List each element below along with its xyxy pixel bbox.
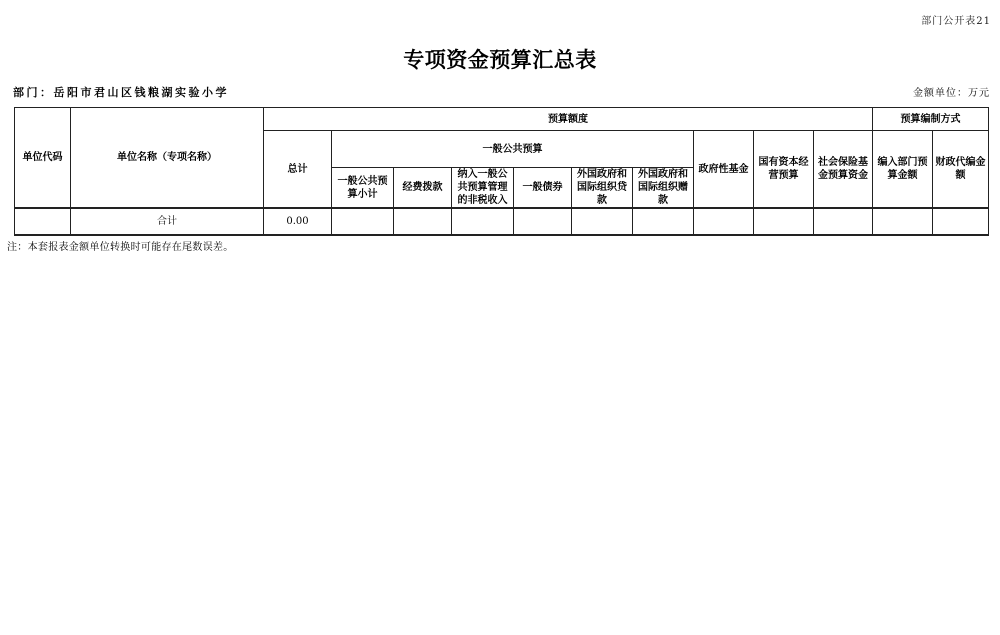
total-row bbox=[15, 208, 989, 235]
cell-fiscal-agency-amount bbox=[933, 208, 989, 235]
col-header-budget-method: 预算编制方式 bbox=[873, 108, 989, 131]
col-header-total: 总计 bbox=[264, 131, 332, 209]
col-header-nontax-income: 纳入一般公共预算管理的非税收入 bbox=[452, 168, 514, 209]
cell-gov-fund bbox=[694, 208, 754, 235]
cell-state-capital bbox=[754, 208, 814, 235]
col-header-foreign-loans: 外国政府和国际组织贷款 bbox=[572, 168, 633, 209]
cell-social-insurance bbox=[814, 208, 873, 235]
cell-nontax-income bbox=[452, 208, 514, 235]
cell-foreign-grants bbox=[633, 208, 694, 235]
meta-row bbox=[13, 84, 990, 100]
cell-foreign-loans bbox=[572, 208, 633, 235]
col-header-social-insurance: 社会保险基金预算资金 bbox=[814, 131, 873, 209]
doc-sheet-label: 部门公开表21 bbox=[921, 16, 991, 27]
col-header-dept-budget-amount: 编入部门预算金额 bbox=[873, 131, 933, 209]
col-header-fiscal-agency-amount: 财政代编金额 bbox=[933, 131, 989, 209]
col-header-appropriation: 经费拨款 bbox=[394, 168, 452, 209]
cell-unit-code bbox=[15, 208, 71, 235]
col-header-gpb-subtotal: 一般公共预算小计 bbox=[332, 168, 394, 209]
col-header-foreign-grants: 外国政府和国际组织赠款 bbox=[633, 168, 694, 209]
cell-dept-budget-amount bbox=[873, 208, 933, 235]
col-header-state-capital: 国有资本经营预算 bbox=[754, 131, 814, 209]
budget-summary-table bbox=[14, 107, 989, 236]
cell-general-bonds bbox=[514, 208, 572, 235]
col-header-general-public-budget: 一般公共预算 bbox=[332, 131, 694, 168]
footnote: 注：本套报表金额单位转换时可能存在尾数误差。 bbox=[7, 242, 234, 253]
cell-unit-name: 合计 bbox=[71, 208, 264, 235]
amount-unit-label: 金额单位：万元 bbox=[913, 88, 990, 99]
col-header-budget-quota: 预算额度 bbox=[264, 108, 873, 131]
cell-gpb-subtotal bbox=[332, 208, 394, 235]
col-header-unit-code: 单位代码 bbox=[15, 108, 71, 209]
cell-appropriation bbox=[394, 208, 452, 235]
col-header-general-bonds: 一般债券 bbox=[514, 168, 572, 209]
col-header-gov-fund: 政府性基金 bbox=[694, 131, 754, 209]
col-header-unit-name: 单位名称（专项名称） bbox=[71, 108, 264, 209]
header-row-1 bbox=[15, 108, 989, 131]
page-title: 专项资金预算汇总表 bbox=[403, 47, 597, 72]
department-label: 部门：岳阳市君山区钱粮湖实验小学 bbox=[13, 86, 229, 99]
cell-total: 0.00 bbox=[264, 208, 332, 235]
